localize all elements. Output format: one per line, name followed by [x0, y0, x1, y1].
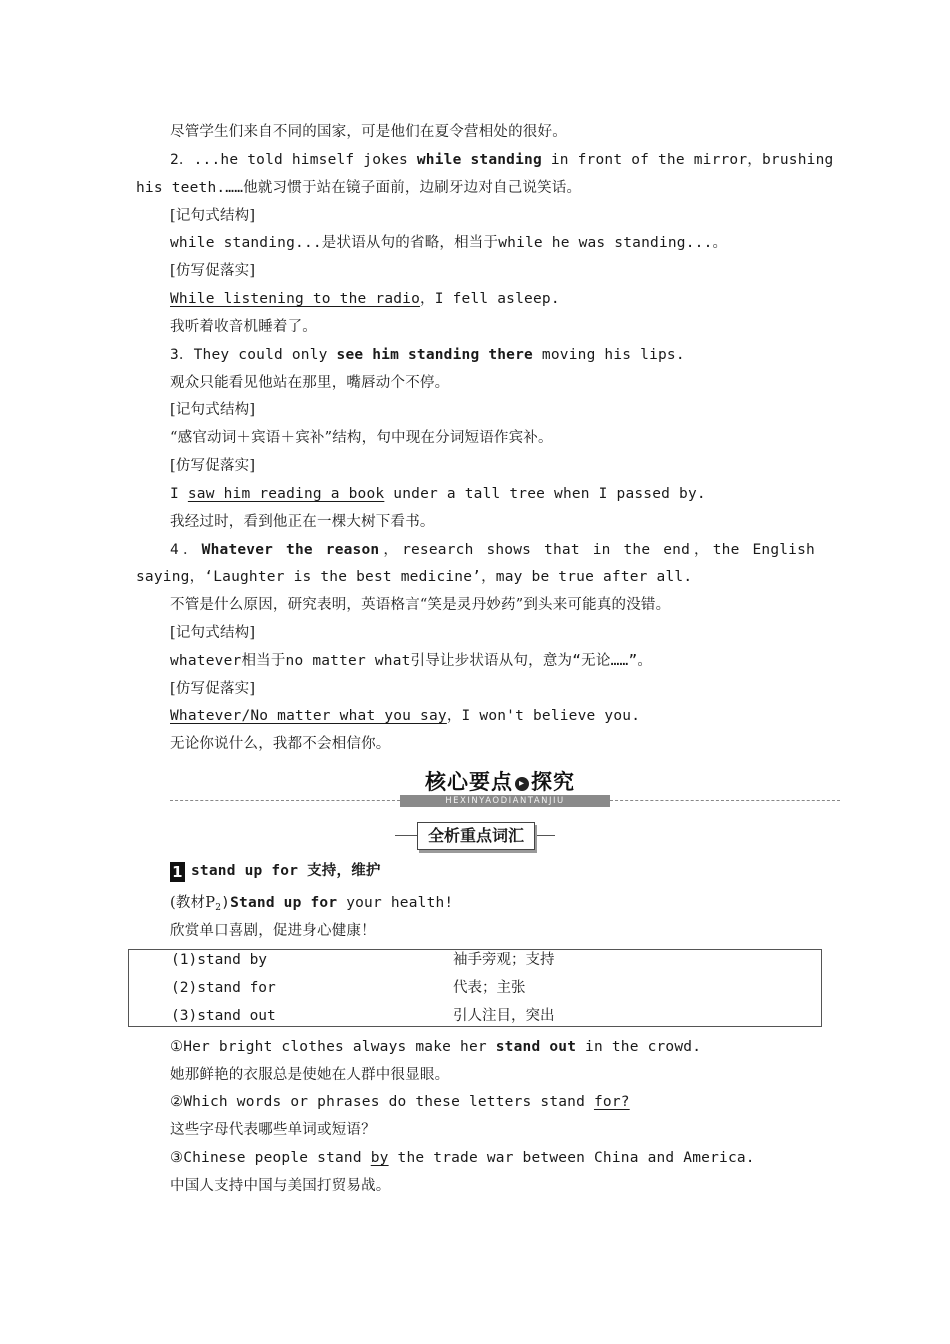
answer-underlined: While listening to the radio: [170, 291, 421, 307]
section-pinyin-band: HEXINYAODIANTANJIU: [400, 795, 610, 807]
textbook-source: [170, 893, 453, 918]
text-line: 尽管学生们来自不同的国家，可是他们在夏令营相处的很好。: [170, 124, 567, 140]
structure-note: “感官动词＋宾语＋宾补”结构，句中现在分词短语作宾补。: [170, 430, 553, 446]
text: ①Her bright clothes always make her: [170, 1039, 496, 1055]
practice-sentence: [170, 289, 560, 309]
text: the trade war between China and America.: [388, 1150, 755, 1166]
sentence-4-cont: saying，‘Laughter is the best medicine’，may be true after all.: [136, 569, 693, 585]
subsection-title: 全析重点词汇: [417, 822, 535, 850]
practice-sentence: [170, 706, 640, 726]
text: 3．They could only: [170, 347, 337, 363]
answer-underlined: by: [370, 1150, 389, 1166]
text: ③Chinese people stand: [170, 1150, 371, 1166]
table-cell-phrase: (3)stand out: [171, 1008, 276, 1024]
table-cell-phrase: (2)stand for: [171, 980, 276, 996]
text: your health!: [337, 895, 454, 911]
structure-note: while standing...是状语从句的省略，相当于while he was standing...。: [170, 235, 728, 251]
text: ，I won't believe you.: [446, 708, 641, 724]
structure-note: whatever相当于no matter what引导让步状语从句，意为“无论……”。: [170, 653, 653, 669]
text: 2．...he told himself jokes: [170, 152, 417, 168]
arrow-right-icon: ▸: [515, 777, 529, 791]
vocab-phrase: stand up for: [191, 863, 299, 879]
example-2: [170, 1092, 630, 1112]
example-1: [170, 1037, 701, 1057]
table-cell-meaning: 代表；主张: [453, 980, 526, 996]
translation: 中国人支持中国与美国打贸易战。: [170, 1178, 391, 1194]
text: ，I fell asleep.: [420, 291, 560, 307]
practice-sentence: [170, 484, 706, 504]
text: 4．: [170, 542, 202, 558]
translation: 观众只能看见他站在那里，嘴唇动个不停。: [170, 375, 450, 391]
sentence-2: [170, 150, 833, 170]
text: ): [221, 895, 231, 911]
text: ，research shows that in the end，the English: [379, 542, 815, 558]
text: in the crowd.: [576, 1039, 702, 1055]
heading-text: 探究: [531, 770, 575, 794]
answer-underlined: for?: [593, 1094, 630, 1110]
table-cell-phrase: (1)stand by: [171, 952, 268, 968]
key-phrase: stand out: [495, 1039, 577, 1055]
sentence-4: [170, 540, 815, 560]
section-label: [记句式结构]: [170, 402, 256, 418]
section-label: [记句式结构]: [170, 625, 256, 641]
table-cell-meaning: 袖手旁观；支持: [453, 952, 555, 968]
phrase-table: [128, 949, 822, 1027]
translation: 这些字母代表哪些单词或短语？: [170, 1122, 376, 1138]
translation: 她那鲜艳的衣服总是使她在人群中很显眼。: [170, 1067, 450, 1083]
key-phrase: Stand up for: [230, 895, 338, 911]
example-3: [170, 1148, 755, 1168]
translation: 我听着收音机睡着了。: [170, 319, 317, 335]
item-number-badge: 1: [170, 862, 185, 882]
section-label: [记句式结构]: [170, 208, 256, 224]
key-phrase: see him standing there: [336, 347, 533, 363]
subsection-heading: [395, 822, 555, 850]
table-cell-meaning: 引人注目，突出: [453, 1008, 555, 1024]
text: 2: [215, 903, 222, 913]
key-phrase: Whatever the reason: [201, 542, 380, 558]
text: ②Which words or phrases do these letters stand: [170, 1094, 594, 1110]
translation: 我经过时，看到他正在一棵大树下看书。: [170, 514, 435, 530]
translation: 欣赏单口喜剧，促进身心健康！: [170, 923, 376, 939]
divider: [170, 800, 400, 801]
text: under a tall tree when I passed by.: [384, 486, 706, 502]
vocab-item-heading: [170, 861, 381, 882]
section-label: [仿写促落实]: [170, 681, 256, 697]
text: in front of the mirror，brushing: [541, 152, 834, 168]
heading-text: 核心要点: [425, 770, 513, 794]
translation: 不管是什么原因，研究表明，英语格言“笑是灵丹妙药”到头来可能真的没错。: [170, 597, 671, 613]
vocab-meaning: 支持，维护: [307, 862, 381, 879]
answer-underlined: saw him reading a book: [187, 486, 385, 502]
translation: 无论你说什么，我都不会相信你。: [170, 736, 391, 752]
text: (教材P: [170, 895, 216, 911]
text: I: [170, 486, 188, 502]
section-label: [仿写促落实]: [170, 458, 256, 474]
section-label: [仿写促落实]: [170, 263, 256, 279]
section-heading: [400, 766, 600, 796]
divider: [610, 800, 840, 801]
answer-underlined: Whatever/No matter what you say: [170, 708, 447, 724]
text: moving his lips.: [532, 347, 685, 363]
sentence-3: [170, 345, 685, 365]
key-phrase: while standing: [416, 152, 542, 168]
sentence-2-cont: his teeth.……他就习惯于站在镜子面前，边刷牙边对自己说笑话。: [136, 180, 582, 196]
